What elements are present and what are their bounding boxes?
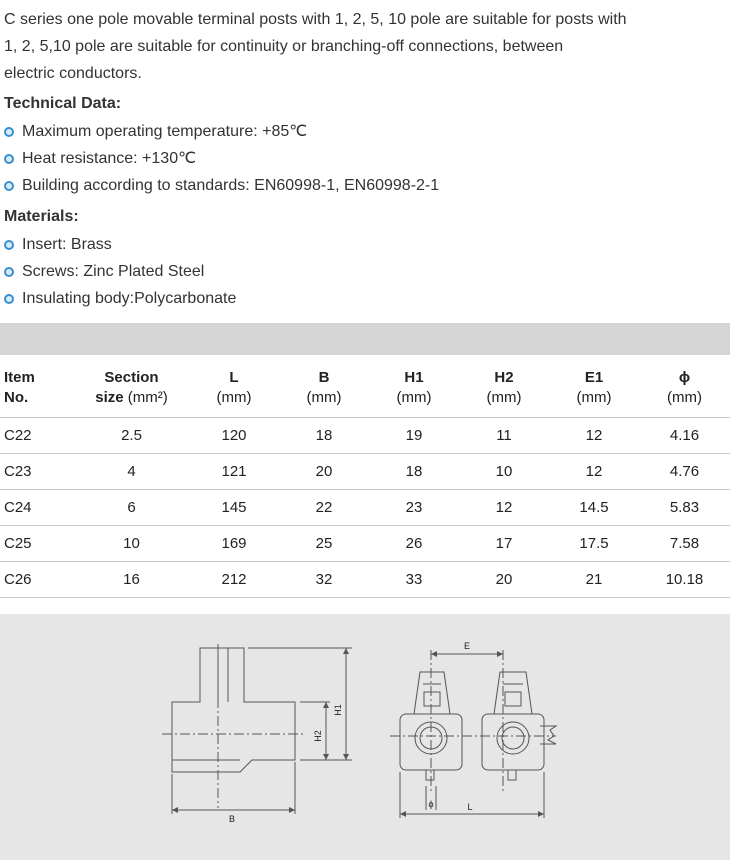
col-header-b: B (mm): [279, 359, 369, 418]
list-item: Screws: Zinc Plated Steel: [4, 258, 236, 285]
dim-label-b: B: [228, 814, 236, 824]
spec-table: [0, 359, 730, 598]
front-view-drawing: [390, 650, 556, 818]
col-header-h1: H1 (mm): [369, 359, 459, 418]
intro-line-2: 1, 2, 5,10 pole are suitable for continuity or branching-off connections, between: [4, 38, 564, 55]
intro-line-1: C series one pole movable terminal posts with 1, 2, 5, 10 pole are suitable for posts with: [4, 11, 627, 28]
col-header-l: L (mm): [189, 359, 279, 418]
bullet-icon: [4, 240, 14, 250]
technical-data-list: [4, 118, 439, 199]
bullet-icon: [4, 127, 14, 137]
col-header-item: Item No.: [0, 359, 74, 418]
list-item: Insert: Brass: [4, 231, 236, 258]
list-item: Heat resistance: +130℃: [4, 145, 439, 172]
table-row: C24 6 145 22 23 12 14.5 5.83: [0, 490, 730, 526]
bullet-icon: [4, 294, 14, 304]
table-row: C25 10 169 25 26 17 17.5 7.58: [0, 526, 730, 562]
dim-label-h1: H1: [333, 704, 343, 716]
table-header-row: [0, 359, 730, 418]
side-view-drawing: [162, 644, 352, 814]
bullet-icon: [4, 154, 14, 164]
list-item: Insulating body:Polycarbonate: [4, 285, 236, 312]
col-header-h2: H2 (mm): [459, 359, 549, 418]
table-row: C22 2.5 120 18 19 11 12 4.16: [0, 418, 730, 454]
materials-list: [4, 231, 236, 312]
dim-label-l: L: [467, 802, 473, 812]
table-row: C26 16 212 32 33 20 21 10.18: [0, 562, 730, 598]
intro-line-3: electric conductors.: [4, 65, 142, 82]
list-item: Maximum operating temperature: +85℃: [4, 118, 439, 145]
col-header-phi: ϕ (mm): [639, 359, 730, 418]
intro-text: [4, 6, 726, 87]
technical-data-title: Technical Data:: [4, 95, 122, 112]
technical-drawing-panel: [0, 614, 730, 860]
list-item: Building according to standards: EN60998-1, EN60998-2-1: [4, 172, 439, 199]
col-header-section: Section size (mm²): [74, 359, 189, 418]
dim-label-e: E: [463, 641, 471, 651]
dim-label-phi: ϕ: [428, 799, 434, 809]
bullet-icon: [4, 181, 14, 191]
technical-drawing: [0, 614, 730, 860]
bullet-icon: [4, 267, 14, 277]
materials-title: Materials:: [4, 208, 79, 225]
table-row: C23 4 121 20 18 10 12 4.76: [0, 454, 730, 490]
table-header-band: [0, 323, 730, 355]
dim-label-h2: H2: [313, 730, 323, 742]
col-header-e1: E1 (mm): [549, 359, 639, 418]
